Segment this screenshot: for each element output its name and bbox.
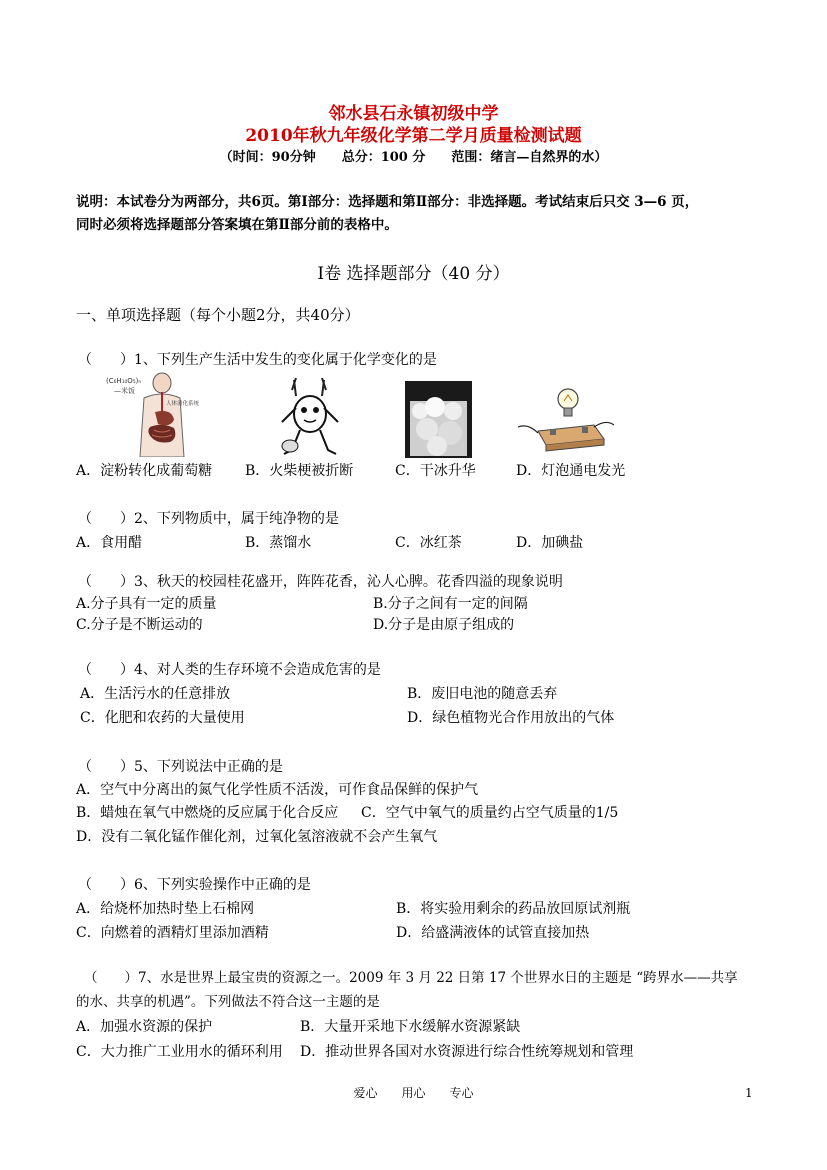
question-7-option-d: D．推动世界各国对水资源进行综合性统筹规划和管理 <box>300 1044 634 1060</box>
question-1-option-c: C．干冰升华 <box>395 463 476 479</box>
question-3-option-a: A.分子具有一定的质量 <box>76 596 217 612</box>
question-4-option-c: C．化肥和农药的大量使用 <box>80 710 245 726</box>
question-5-option-d: D．没有二氧化锰作催化剂，过氧化氢溶液就不会产生氧气 <box>76 829 438 845</box>
question-3-option-c: C.分子是不断运动的 <box>76 617 203 633</box>
school-name: 邻水县石永镇初级中学 <box>328 104 499 124</box>
question-4-option-d: D．绿色植物光合作用放出的气体 <box>407 710 615 726</box>
question-4-stem: （ ）4、对人类的生存环境不会造成危害的是 <box>78 662 381 678</box>
exam-title: 2010年秋九年级化学第二学月质量检测试题 <box>245 126 582 146</box>
question-6-option-c: C．向燃着的酒精灯里添加酒精 <box>76 925 269 941</box>
question-2-option-b: B．蒸馏水 <box>245 535 312 551</box>
question-5-option-c: C．空气中氧气的质量约占空气质量的1/5 <box>361 805 619 821</box>
footer-motto: 爱心 用心 专心 <box>353 1086 474 1100</box>
question-1-stem: （ ）1、下列生产生活中发生的变化属于化学变化的是 <box>78 352 437 368</box>
rice-label: —米饭 <box>114 387 135 395</box>
question-7-option-a: A．加强水资源的保护 <box>76 1019 213 1035</box>
question-2-option-a: A．食用醋 <box>76 535 143 551</box>
question-1-option-b: B．火柴梗被折断 <box>245 463 354 479</box>
question-3-option-b: B.分子之间有一定的间隔 <box>373 596 528 612</box>
question-4-option-b: B．废旧电池的随意丢弃 <box>407 686 558 702</box>
match-cartoon-image <box>270 378 350 458</box>
question-1-option-d: D．灯泡通电发光 <box>516 463 626 479</box>
question-1-option-a: A．淀粉转化成葡萄糖 <box>76 463 213 479</box>
question-7-option-c: C．大力推广工业用水的循环利用 <box>76 1044 283 1060</box>
exam-meta: （时间：90分钟 总分：100 分 范围：绪言—自然界的水） <box>219 150 608 165</box>
question-5-option-b: B．蜡烛在氧气中燃烧的反应属于化合反应 <box>76 805 339 821</box>
question-7-stem-line-2: 的水、共享的机遇”。下列做法不符合这一主题的是 <box>76 994 380 1010</box>
instructions-line-2: 同时必须将选择题部分答案填在第Ⅱ部分前的表格中。 <box>76 217 398 233</box>
dry-ice-image <box>405 381 472 458</box>
question-2-option-c: C．冰红茶 <box>395 535 462 551</box>
question-2-stem: （ ）2、下列物质中，属于纯净物的是 <box>78 511 339 527</box>
question-6-stem: （ ）6、下列实验操作中正确的是 <box>78 877 311 893</box>
question-2-option-d: D．加碘盐 <box>516 535 584 551</box>
question-5-option-a: A．空气中分离出的氮气化学性质不活泼，可作食品保鲜的保护气 <box>76 782 479 798</box>
question-6-option-b: B．将实验用剩余的药品放回原试剂瓶 <box>396 901 631 917</box>
question-6-option-d: D．给盛满液体的试管直接加热 <box>396 925 590 941</box>
light-bulb-circuit-image <box>518 383 614 458</box>
part1-heading: 一、单项选择题（每个小题2分，共40分） <box>76 306 360 324</box>
question-5-stem: （ ）5、下列说法中正确的是 <box>78 759 283 775</box>
question-3-stem: （ ）3、秋天的校园桂花盛开，阵阵花香，沁人心脾。花香四溢的现象说明 <box>78 574 563 590</box>
question-7-option-b: B．大量开采地下水缓解水资源紧缺 <box>300 1019 521 1035</box>
starch-formula-label: (C₆H₁₀O₅)ₙ <box>106 377 142 385</box>
question-7-stem-line-1: （ ）7、水是世界上最宝贵的资源之一。2009 年 3 月 22 日第 17 个世界水日的主题是 “跨界水——共享 <box>84 970 738 986</box>
section-title: Ⅰ卷 选择题部分（40 分） <box>317 264 510 284</box>
digestive-system-image <box>100 372 210 457</box>
digestive-label: 人体消化系统 <box>166 401 200 407</box>
question-6-option-a: A．给烧杯加热时垫上石棉网 <box>76 901 255 917</box>
page-number: 1 <box>745 1086 753 1100</box>
question-4-option-a: A．生活污水的任意排放 <box>80 686 231 702</box>
instructions-line-1: 说明：本试卷分为两部分，共6页。第Ⅰ部分：选择题和第Ⅱ部分：非选择题。考试结束后只交 3—6 页， <box>76 194 699 210</box>
question-3-option-d: D.分子是由原子组成的 <box>373 617 515 633</box>
